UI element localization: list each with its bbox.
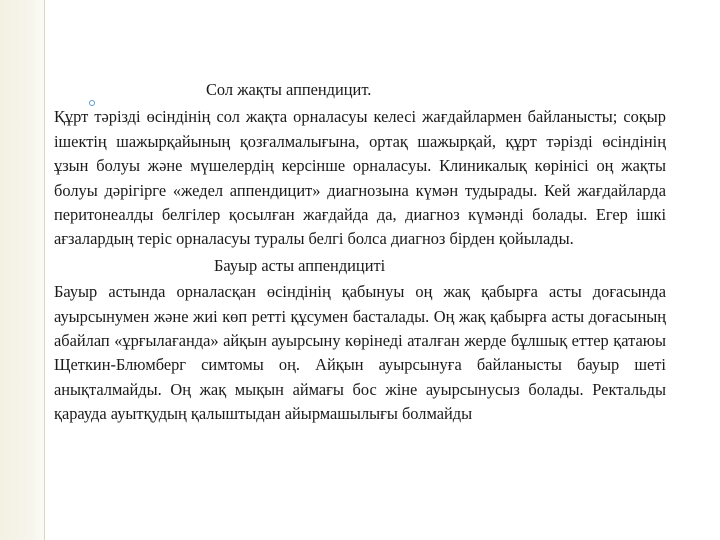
paragraph-subhepatic-appendicitis: Бауыр астында орналасқан өсіндінің қабынуы оң жақ қабырға асты доғасында ауырсынумен және жиі көп ретті құсумен басталады. Оң жақ қабырға асты доғасының абайлап «ұрғылағанда» айқын ауырсыну көрінеді аталған жерде бұлшық еттер қатаюы Щеткин-Блюмберг симтомы оң. Айқын ауырсынуға байланысты бауыр шеті анықталмайды. Оң жақ мықын аймағы бос жіне ауырсынусыз болады. Ректальды қарауда ауытқудың қалыштыдан айырмашылығы болмайды bbox=[54, 282, 666, 424]
section-heading-left-appendicitis: Сол жақты аппендицит. bbox=[206, 80, 372, 99]
slide-left-divider-line bbox=[44, 0, 45, 540]
slide-content bbox=[54, 78, 666, 427]
paragraph-left-appendicitis: Құрт тәрізді өсіндінің сол жақта орналасуы келесі жағдайлармен байланысты; соқыр ішектің шажырқайының қозғалмалығына, ортақ шажырқай, құрт тәрізді өсіндінің ұзын болуы және мүшелердің керсінше орналасуы. Клиникалық көрінісі оң жақты болуы дәрігірге «жедел аппендицит» диагнозына күмән тудырады. Кей жағдайларда перитонеалды белгілер қосылған жағдайда да, диагноз күмәнді болады. Егер ішкі ағзалардың теріс орналасуы туралы белгі болса диагноз бірден қойылады. bbox=[54, 107, 666, 249]
slide-left-decoration-bar bbox=[0, 0, 44, 540]
section-heading-subhepatic-appendicitis: Бауыр асты аппендициті bbox=[214, 255, 386, 275]
